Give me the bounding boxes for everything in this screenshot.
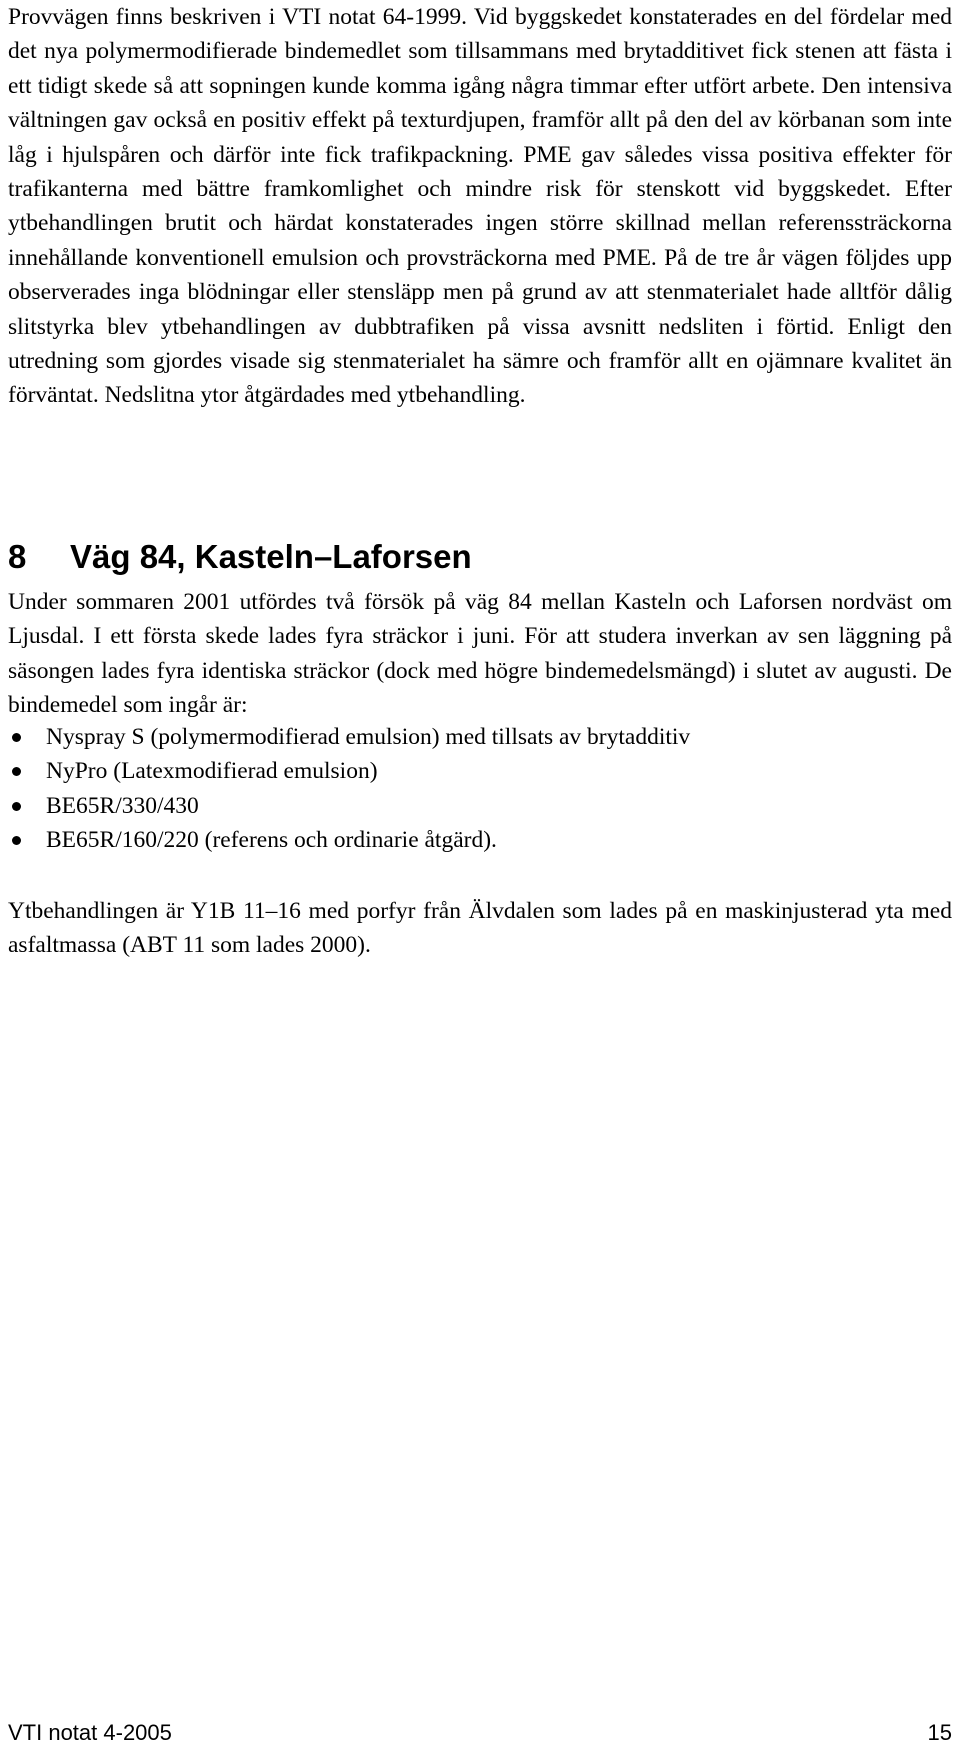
- list-item: [8, 754, 690, 788]
- list-item-text: Nyspray S (polymermodifierad emulsion) med tillsats av brytadditiv: [46, 724, 691, 750]
- bullet-icon: [12, 733, 21, 742]
- list-item: [8, 720, 690, 754]
- section-heading: [8, 537, 472, 577]
- bullet-icon: [12, 802, 21, 811]
- body-paragraph-1: Provvägen finns beskriven i VTI notat 64-1999. Vid byggskedet konstaterades en del fördelar med det nya polymermodifierade bindemedlet som tillsammans med brytadditivet fick stenen att fästa i ett tidigt skede så att sopningen kunde komma igång några timmar efter utfört arbete. Den intensiva vältningen gav också en positiv effekt på texturdjupen, framför allt på den del av körbanan som inte låg i hjulspåren och därför inte fick trafikpackning. PME gav således vissa positiva effekter för trafikanterna med bättre framkomlighet och mindre risk för stenskott vid byggskedet. Efter ytbehandlingen brutit och härdat konstaterades ingen större skillnad mellan referenssträckorna innehållande konventionell emulsion och provsträckorna med PME. På de tre år vägen följdes upp observerades inga blödningar eller stensläpp men på grund av att stenmaterialet hade alltför dålig slitstyrka blev ytbehandlingen av dubbtrafiken på vissa avsnitt nedsliten i förtid. Enligt den utredning som gjordes visade sig stenmaterialet ha sämre och framför allt en ojämnare kvalitet än förväntat. Nedslitna ytor åtgärdades med ytbehandling.: [8, 4, 952, 409]
- list-item-text: BE65R/160/220 (referens och ordinarie åtgärd).: [46, 827, 497, 854]
- section-title: Väg 84, Kasteln–Laforsen: [70, 538, 472, 575]
- body-paragraph-2: Under sommaren 2001 utfördes två försök på väg 84 mellan Kasteln och Laforsen nordväst om Ljusdal. I ett första skede lades fyra sträckor i juni. För att studera inverkan av sen läggning på säsongen lades fyra identiska sträckor (dock med högre bindemedelsmängd) i slutet av augusti. De bindemedel som ingår är:: [8, 589, 952, 719]
- page-footer: [8, 1718, 952, 1748]
- footer-page-number: 15: [927, 1720, 952, 1745]
- list-item-text: BE65R/330/430: [46, 792, 199, 819]
- footer-publication: VTI notat 4-2005: [8, 1720, 172, 1745]
- bullet-icon: [12, 836, 21, 845]
- section-number: 8: [8, 538, 27, 575]
- body-paragraph-3: Ytbehandlingen är Y1B 11–16 med porfyr från Älvdalen som lades på en maskinjusterad yta med asfaltmassa (ABT 11 som lades 2000).: [8, 898, 952, 959]
- list-item-text: NyPro (Latexmodifierad emulsion): [46, 758, 378, 785]
- binder-list: [8, 720, 690, 858]
- list-item: [8, 789, 690, 823]
- bullet-icon: [12, 767, 21, 776]
- list-item: [8, 823, 690, 857]
